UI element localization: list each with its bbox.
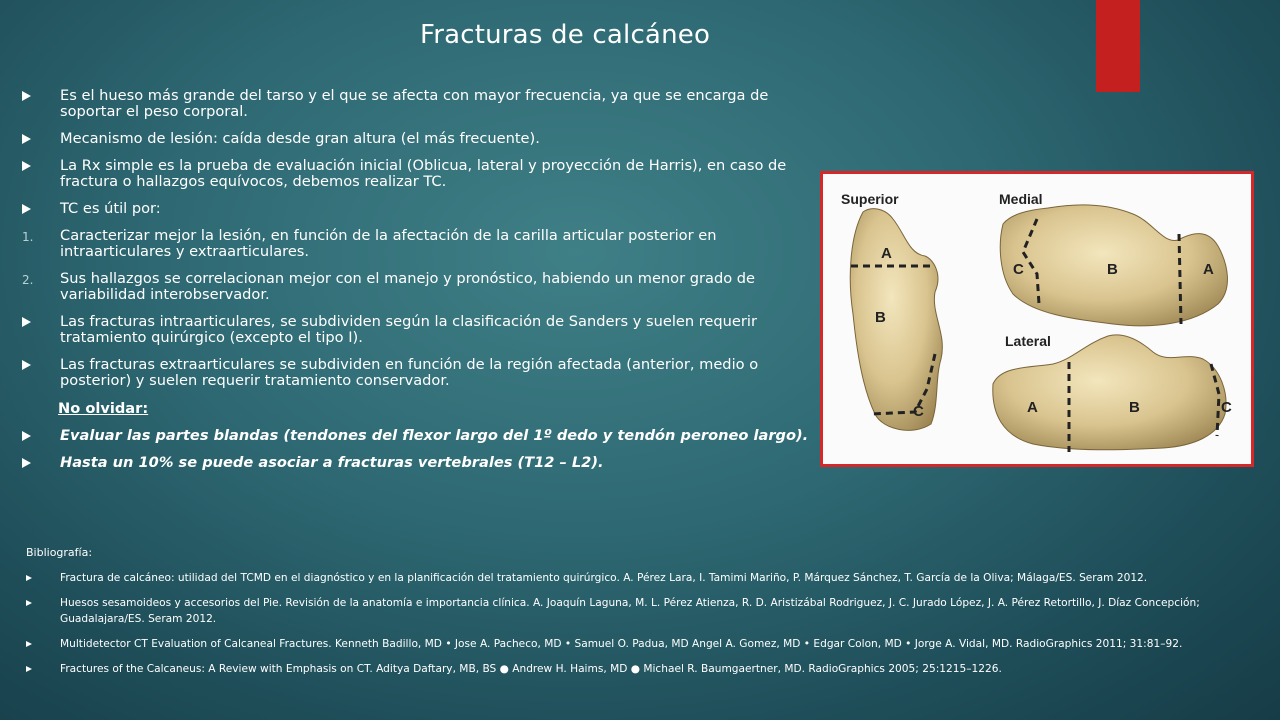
medial-region-c: C bbox=[1013, 261, 1024, 278]
highlight-item: Evaluar las partes blandas (tendones del flexor largo del 1º dedo y tendón peroneo largo). bbox=[22, 428, 812, 444]
superior-region-a: A bbox=[881, 245, 892, 262]
arrow-bullet-icon bbox=[26, 666, 32, 672]
arrow-bullet-icon bbox=[26, 575, 32, 581]
bibliography-item: Multidetector CT Evaluation of Calcaneal Fractures. Kenneth Badillo, MD • Jose A. Pacheco, MD • Samuel O. Padua, MD Angel A. Gomez, MD • Edgar Colon, MD • Jorge A. Vidal, MD. RadioGraphics 2011; 31:81–92. bbox=[26, 636, 1266, 652]
numbered-item: 2. Sus hallazgos se correlacionan mejor con el manejo y pronóstico, habiendo un menor grado de variabilidad interobservador. bbox=[22, 270, 756, 303]
superior-region-b: B bbox=[875, 309, 886, 326]
medial-label: Medial bbox=[999, 191, 1043, 207]
lateral-bone bbox=[993, 335, 1226, 450]
medial-region-b: B bbox=[1107, 261, 1118, 278]
bullet-list bbox=[22, 88, 812, 482]
medial-region-a: A bbox=[1203, 261, 1214, 278]
lateral-region-c: C bbox=[1221, 399, 1232, 416]
bullet-item: La Rx simple es la prueba de evaluación inicial (Oblicua, lateral y proyección de Harris), en caso de fractura o hallazgos equívocos, debemos realizar TC. bbox=[22, 158, 812, 190]
bibliography-item: Fractures of the Calcaneus: A Review with Emphasis on CT. Aditya Daftary, MB, BS ● Andrew H. Haims, MD ● Michael R. Baumgaertner, MD. RadioGraphics 2005; 25:1215–1226. bbox=[26, 661, 1266, 677]
arrow-bullet-icon bbox=[22, 360, 31, 370]
arrow-bullet-icon bbox=[22, 458, 31, 468]
superior-label: Superior bbox=[841, 191, 899, 207]
arrow-bullet-icon bbox=[22, 161, 31, 171]
bibliography-title: Bibliografía: bbox=[26, 546, 93, 559]
bullet-item: TC es útil por: bbox=[22, 201, 812, 217]
arrow-bullet-icon bbox=[22, 134, 31, 144]
lateral-label: Lateral bbox=[1005, 333, 1051, 349]
arrow-bullet-icon bbox=[26, 641, 32, 647]
calcaneus-diagram bbox=[823, 174, 1251, 464]
arrow-bullet-icon bbox=[22, 317, 31, 327]
numbered-item: 1. Caracterizar mejor la lesión, en función de la afectación de la carilla articular posterior en intraarticulares y extraarticulares. bbox=[22, 227, 717, 260]
bullet-item: Es el hueso más grande del tarso y el que se afecta con mayor frecuencia, ya que se encarga de soportar el peso corporal. bbox=[22, 88, 812, 120]
calcaneus-figure bbox=[820, 171, 1254, 467]
superior-region-c: C bbox=[913, 403, 924, 420]
bullet-item: Las fracturas extraarticulares se subdividen en función de la región afectada (anterior, medio o posterior) y suelen requerir tratamiento conservador. bbox=[22, 357, 812, 389]
arrow-bullet-icon bbox=[22, 91, 31, 101]
bibliography-item: Fractura de calcáneo: utilidad del TCMD en el diagnóstico y en la planificación del tratamiento quirúrgico. A. Pérez Lara, I. Tamimi Mariño, P. Márquez Sánchez, T. García de la Oliva; Málaga/ES. Seram 2012. bbox=[26, 570, 1266, 586]
slide-title: Fracturas de calcáneo bbox=[419, 20, 711, 50]
note-heading: No olvidar: bbox=[58, 400, 149, 417]
lateral-region-a: A bbox=[1027, 399, 1038, 416]
bullet-item: Mecanismo de lesión: caída desde gran altura (el más frecuente). bbox=[22, 131, 812, 147]
bullet-item: Las fracturas intraarticulares, se subdividen según la clasificación de Sanders y suelen requerir tratamiento quirúrgico (excepto el tipo I). bbox=[22, 314, 812, 346]
arrow-bullet-icon bbox=[26, 600, 32, 606]
superior-bone bbox=[850, 209, 942, 431]
highlight-item: Hasta un 10% se puede asociar a fracturas vertebrales (T12 – L2). bbox=[22, 455, 812, 471]
arrow-bullet-icon bbox=[22, 204, 31, 214]
lateral-region-b: B bbox=[1129, 399, 1140, 416]
bibliography-item: Huesos sesamoideos y accesorios del Pie. Revisión de la anatomía e importancia clínica. A. Joaquín Laguna, M. L. Pérez Atienza, R. D. Aristizábal Rodriguez, J. C. Jurado López, J. A. Pérez Retortillo, J. Díaz Concepción; Guadalajara/ES. Seram 2012. bbox=[26, 595, 1266, 627]
bibliography-list bbox=[26, 570, 1266, 686]
arrow-bullet-icon bbox=[22, 431, 31, 441]
